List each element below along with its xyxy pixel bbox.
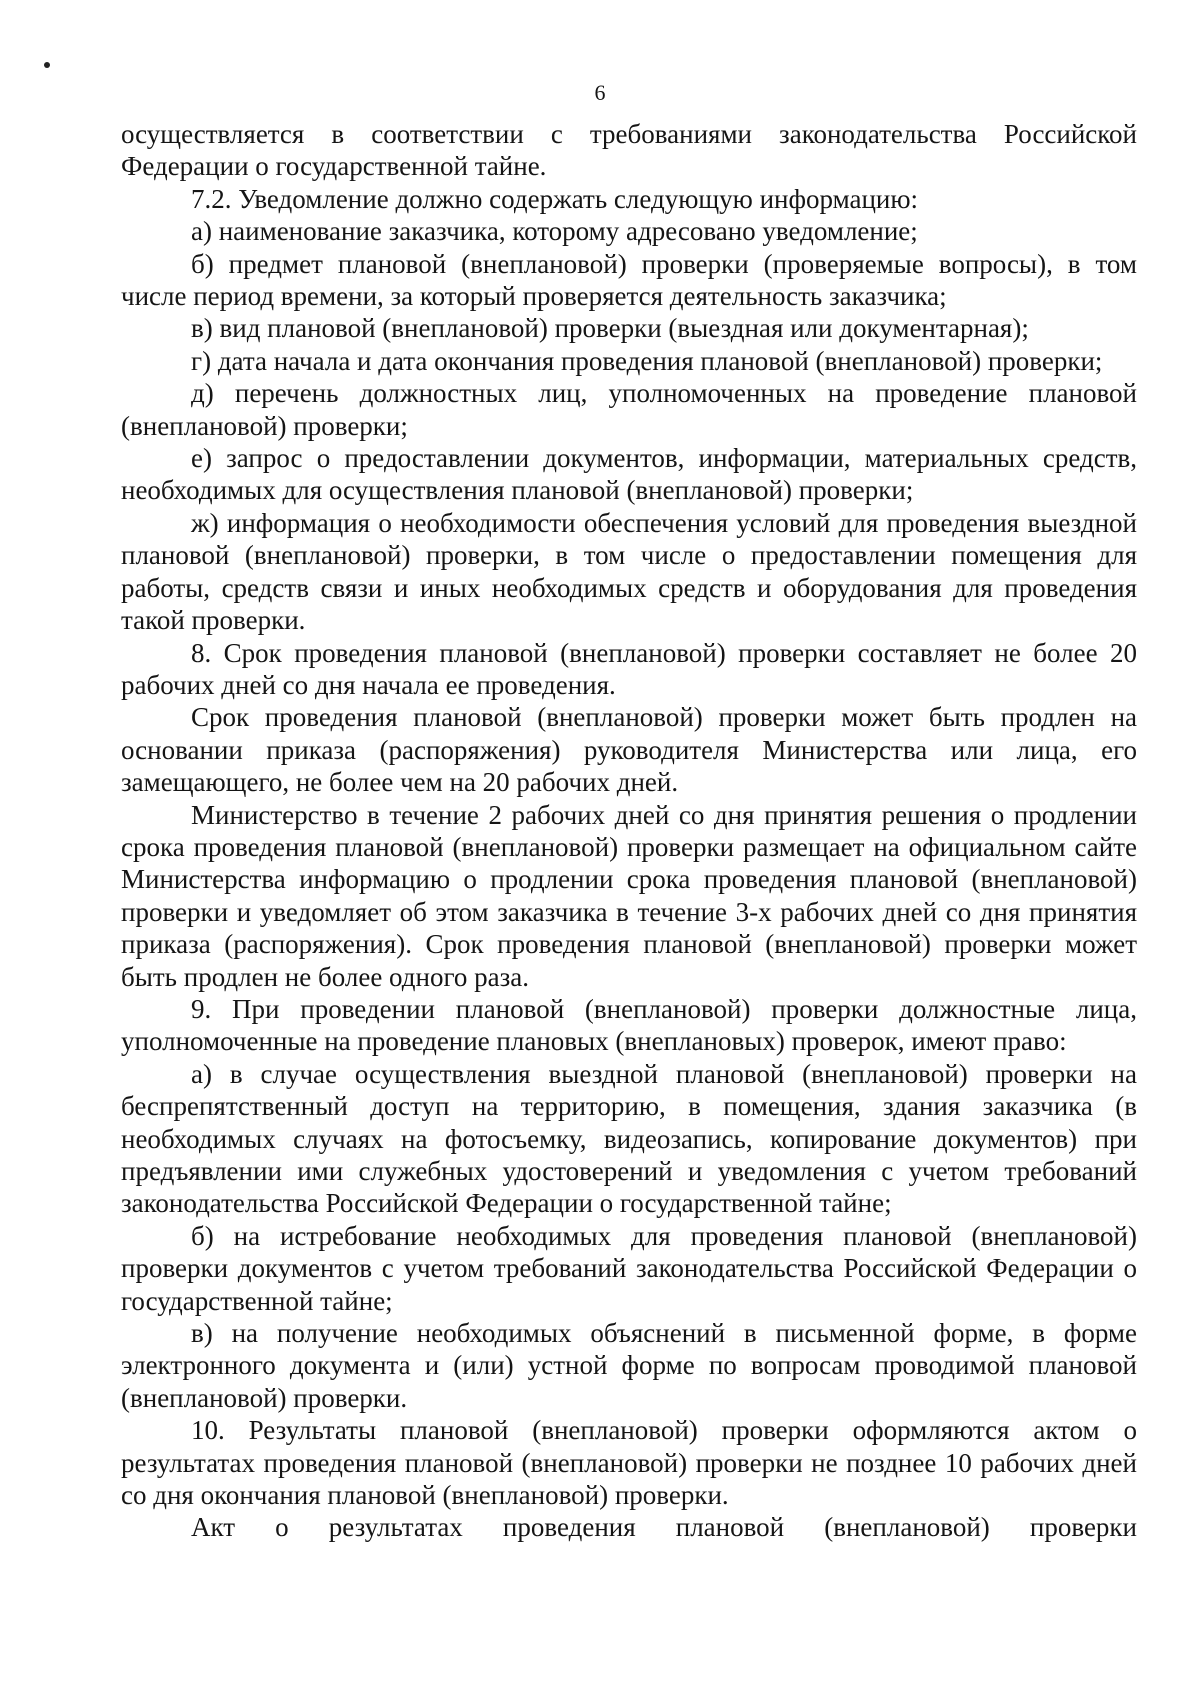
paragraph: в) вид плановой (внеплановой) проверки (выездная или документарная);	[191, 313, 1029, 344]
scan-artifact-dot	[44, 62, 50, 68]
paragraph: осуществляется в соответствии с требованиями законодательства Российской Федерации о государственной тайне.	[121, 119, 1137, 182]
document-body	[121, 118, 1137, 1544]
paragraph: Министерство в течение 2 рабочих дней со дня принятия решения о продлении срока проведения плановой (внеплановой) проверки размещает на официальном сайте Министерства информацию о продлении срока проведения плановой (внеплановой) проверки и уведомляет об этом заказчика в течение 3-х рабочих дней со дня принятия приказа (распоряжения). Срок проведения плановой (внеплановой) проверки может быть продлен не более одного раза.	[121, 799, 1137, 992]
paragraph: а) в случае осуществления выездной плановой (внеплановой) проверки на беспрепятственный доступ на территорию, в помещения, здания заказчика (в необходимых случаях на фотосъемку, видеозапись, копирование документов) при предъявлении ими служебных удостоверений и уведомления с учетом требований законодательства Российской Федерации о государственной тайне;	[121, 1058, 1137, 1219]
paragraph: д) перечень должностных лиц, уполномоченных на проведение плановой (внеплановой) проверки;	[121, 378, 1137, 441]
paragraph: в) на получение необходимых объяснений в письменной форме, в форме электронного документа и (или) устной форме по вопросам проводимой плановой (внеплановой) проверки.	[121, 1318, 1137, 1413]
paragraph: Акт о результатах проведения плановой (внеплановой) проверки	[191, 1512, 1137, 1543]
paragraph: 7.2. Уведомление должно содержать следующую информацию:	[191, 183, 919, 214]
paragraph: а) наименование заказчика, которому адресовано уведомление;	[191, 216, 918, 247]
paragraph: е) запрос о предоставлении документов, информации, материальных средств, необходимых для осуществления плановой (внеплановой) проверки;	[121, 443, 1137, 506]
paragraph: Срок проведения плановой (внеплановой) проверки может быть продлен на основании приказа (распоряжения) руководителя Министерства или лица, его замещающего, не более чем на 20 рабочих дней.	[121, 702, 1137, 798]
paragraph: б) на истребование необходимых для проведения плановой (внеплановой) проверки документов с учетом требований законодательства Российской Федерации о государственной тайне;	[121, 1220, 1137, 1316]
paragraph: 9. При проведении плановой (внеплановой) проверки должностные лица, уполномоченные на проведение плановых (внеплановых) проверок, имеют право:	[121, 993, 1137, 1057]
paragraph: ж) информация о необходимости обеспечения условий для проведения выездной плановой (внеплановой) проверки, в том числе о предоставлении помещения для работы, средств связи и иных необходимых средств и оборудования для проведения такой проверки.	[121, 507, 1137, 636]
paragraph: 8. Срок проведения плановой (внеплановой) проверки составляет не более 20 рабочих дней со дня начала ее проведения.	[121, 637, 1137, 700]
paragraph: 10. Результаты плановой (внеплановой) проверки оформляются актом о результатах проведения плановой (внеплановой) проверки не позднее 10 рабочих дней со дня окончания плановой (внеплановой) проверки.	[121, 1415, 1137, 1511]
page-number: 6	[594, 80, 606, 105]
paragraph: б) предмет плановой (внеплановой) проверки (проверяемые вопросы), в том числе период времени, за который проверяется деятельность заказчика;	[121, 248, 1137, 312]
paragraph: г) дата начала и дата окончания проведения плановой (внеплановой) проверки;	[191, 345, 1103, 376]
